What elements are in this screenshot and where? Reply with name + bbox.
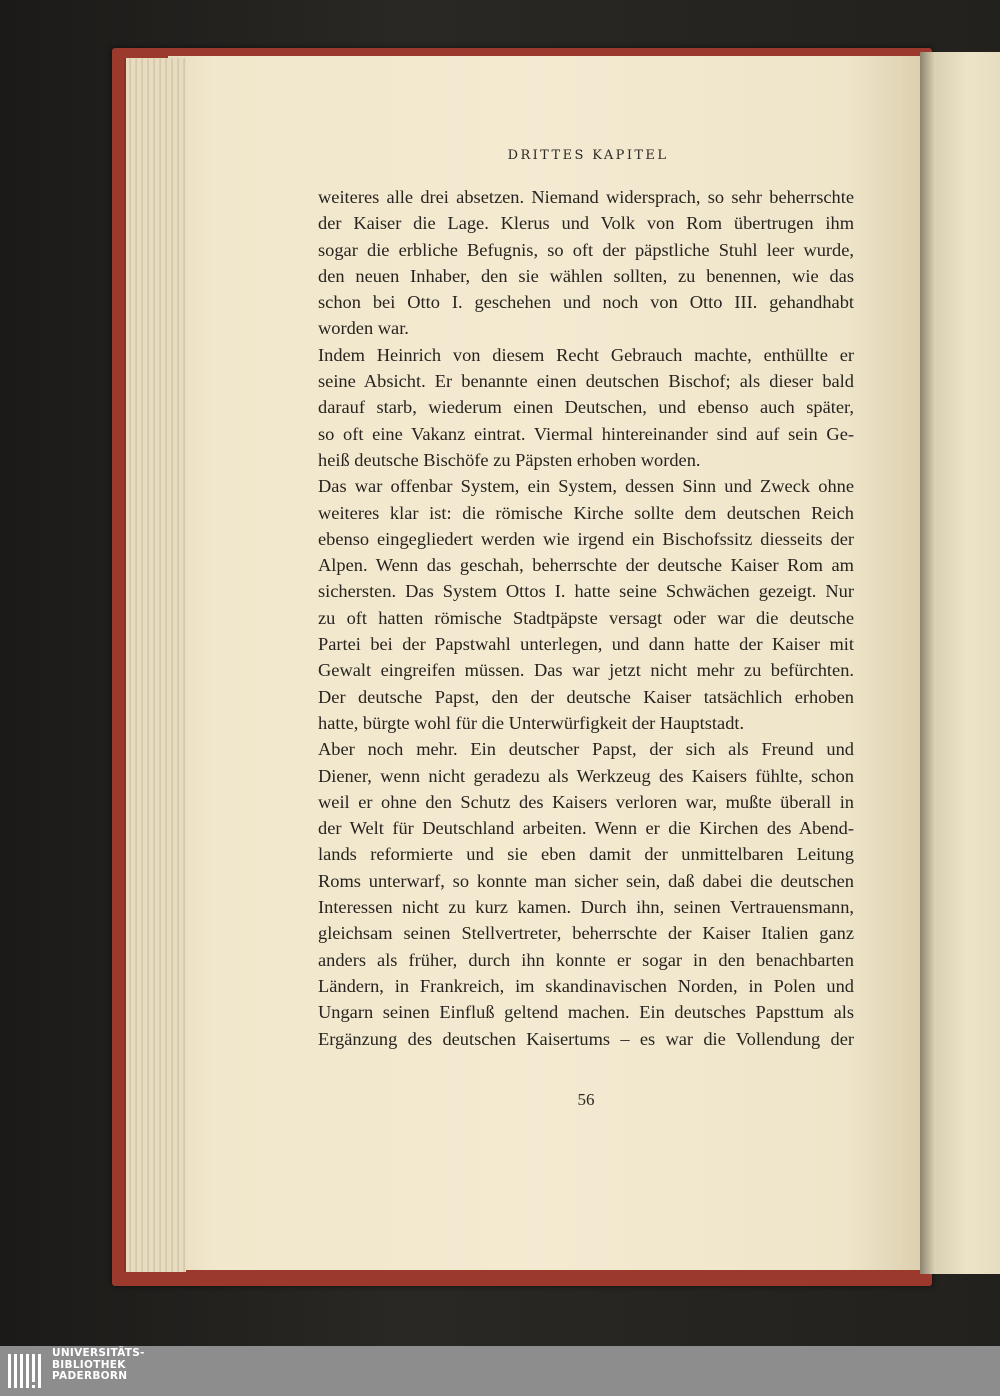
text-line: der Kaiser die Lage. Klerus und Volk von Rom übertrugen ihm (318, 213, 854, 234)
text-line: so oft eine Vakanz eintrat. Viermal hintereinander sind auf sein Ge- (318, 423, 854, 444)
text-line: Aber noch mehr. Ein deutscher Papst, der sich als Freund und (318, 739, 854, 760)
text-line: seine Absicht. Er benannte einen deutschen Bischof; als dieser bald (318, 371, 854, 392)
text-line: Alpen. Wenn das geschah, beherrschte der deutsche Kaiser Rom am (318, 555, 854, 576)
text-line: sichersten. Das System Ottos I. hatte seine Schwächen gezeigt. Nur (318, 581, 854, 602)
text-line: darauf starb, wiederum einen Deutschen, und ebenso auch später, (318, 397, 854, 418)
text-line: hatte, bürgte wohl für die Unterwürfigkeit der Hauptstadt. (318, 712, 745, 733)
text-line: worden war. (318, 318, 409, 339)
text-line: Gewalt eingreifen müssen. Das war jetzt nicht mehr zu befürchten. (318, 660, 854, 681)
page-number: 56 (577, 1090, 595, 1109)
text-line: heiß deutsche Bischöfe zu Päpsten erhoben worden. (318, 449, 701, 470)
text-line: weil er ohne den Schutz des Kaisers verloren war, mußte überall in (318, 791, 854, 812)
text-line: weiteres klar ist: die römische Kirche sollte dem deutschen Reich (318, 502, 854, 523)
text-line: Das war offenbar System, ein System, dessen Sinn und Zweck ohne (318, 476, 854, 497)
text-line: Interessen nicht zu kurz kamen. Durch ihn, seinen Vertrauensmann, (318, 897, 854, 918)
text-line: Diener, wenn nicht geradezu als Werkzeug des Kaisers fühlte, schon (318, 765, 854, 786)
text-line: Ländern, in Frankreich, im skandinavischen Norden, in Polen und (318, 975, 854, 996)
page-edges (124, 58, 186, 1272)
text-line: der Welt für Deutschland arbeiten. Wenn er die Kirchen des Abend- (318, 818, 854, 839)
library-logo-icon (6, 1350, 46, 1392)
text-line: weiteres alle drei absetzen. Niemand widersprach, so sehr beherrschte (318, 187, 854, 207)
text-line: den neuen Inhaber, den sie wählen sollten, zu benennen, wie das (318, 265, 854, 286)
text-line: ebenso eingegliedert werden wie irgend ein Bischofssitz diesseits der (318, 528, 854, 549)
text-line: gleichsam seinen Stellvertreter, beherrschte der Kaiser Italien ganz (318, 923, 854, 944)
text-line: lands reformierte und sie eben damit der unmittelbaren Leitung (318, 844, 854, 865)
facing-page-edge (920, 52, 1000, 1274)
text-line: Ergänzung des deutschen Kaisertums – es war die Vollendung der (318, 1028, 854, 1049)
text-line: Partei bei der Papstwahl unterlegen, und dann hatte der Kaiser mit (318, 634, 854, 655)
text-line: Indem Heinrich von diesem Recht Gebrauch machte, enthüllte er (318, 344, 854, 365)
text-line: Der deutsche Papst, den der deutsche Kaiser tatsächlich erhoben (318, 686, 854, 707)
text-line: Roms unterwarf, so konnte man sicher sein, daß dabei die deutschen (318, 870, 854, 891)
library-name-line: PADERBORN (52, 1370, 128, 1382)
library-name (52, 1348, 252, 1383)
text-line: zu oft hatten römische Stadtpäpste versagt oder war die deutsche (318, 607, 854, 628)
text-line: sogar die erbliche Befugnis, so oft der päpstliche Stuhl leer wurde, (318, 239, 854, 260)
running-head: DRITTES KAPITEL (507, 148, 669, 163)
library-name-line: UNIVERSITÄTS- (52, 1347, 145, 1359)
text-line: Ungarn seinen Einfluß geltend machen. Ein deutsches Papsttum als (318, 1002, 854, 1023)
body-text (318, 184, 854, 1052)
library-name-line: BIBLIOTHEK (52, 1358, 126, 1371)
text-line: anders als früher, durch ihn konnte er sogar in den benachbarten (318, 949, 854, 970)
text-line: schon bei Otto I. geschehen und noch von Otto III. gehandhabt (318, 292, 854, 313)
